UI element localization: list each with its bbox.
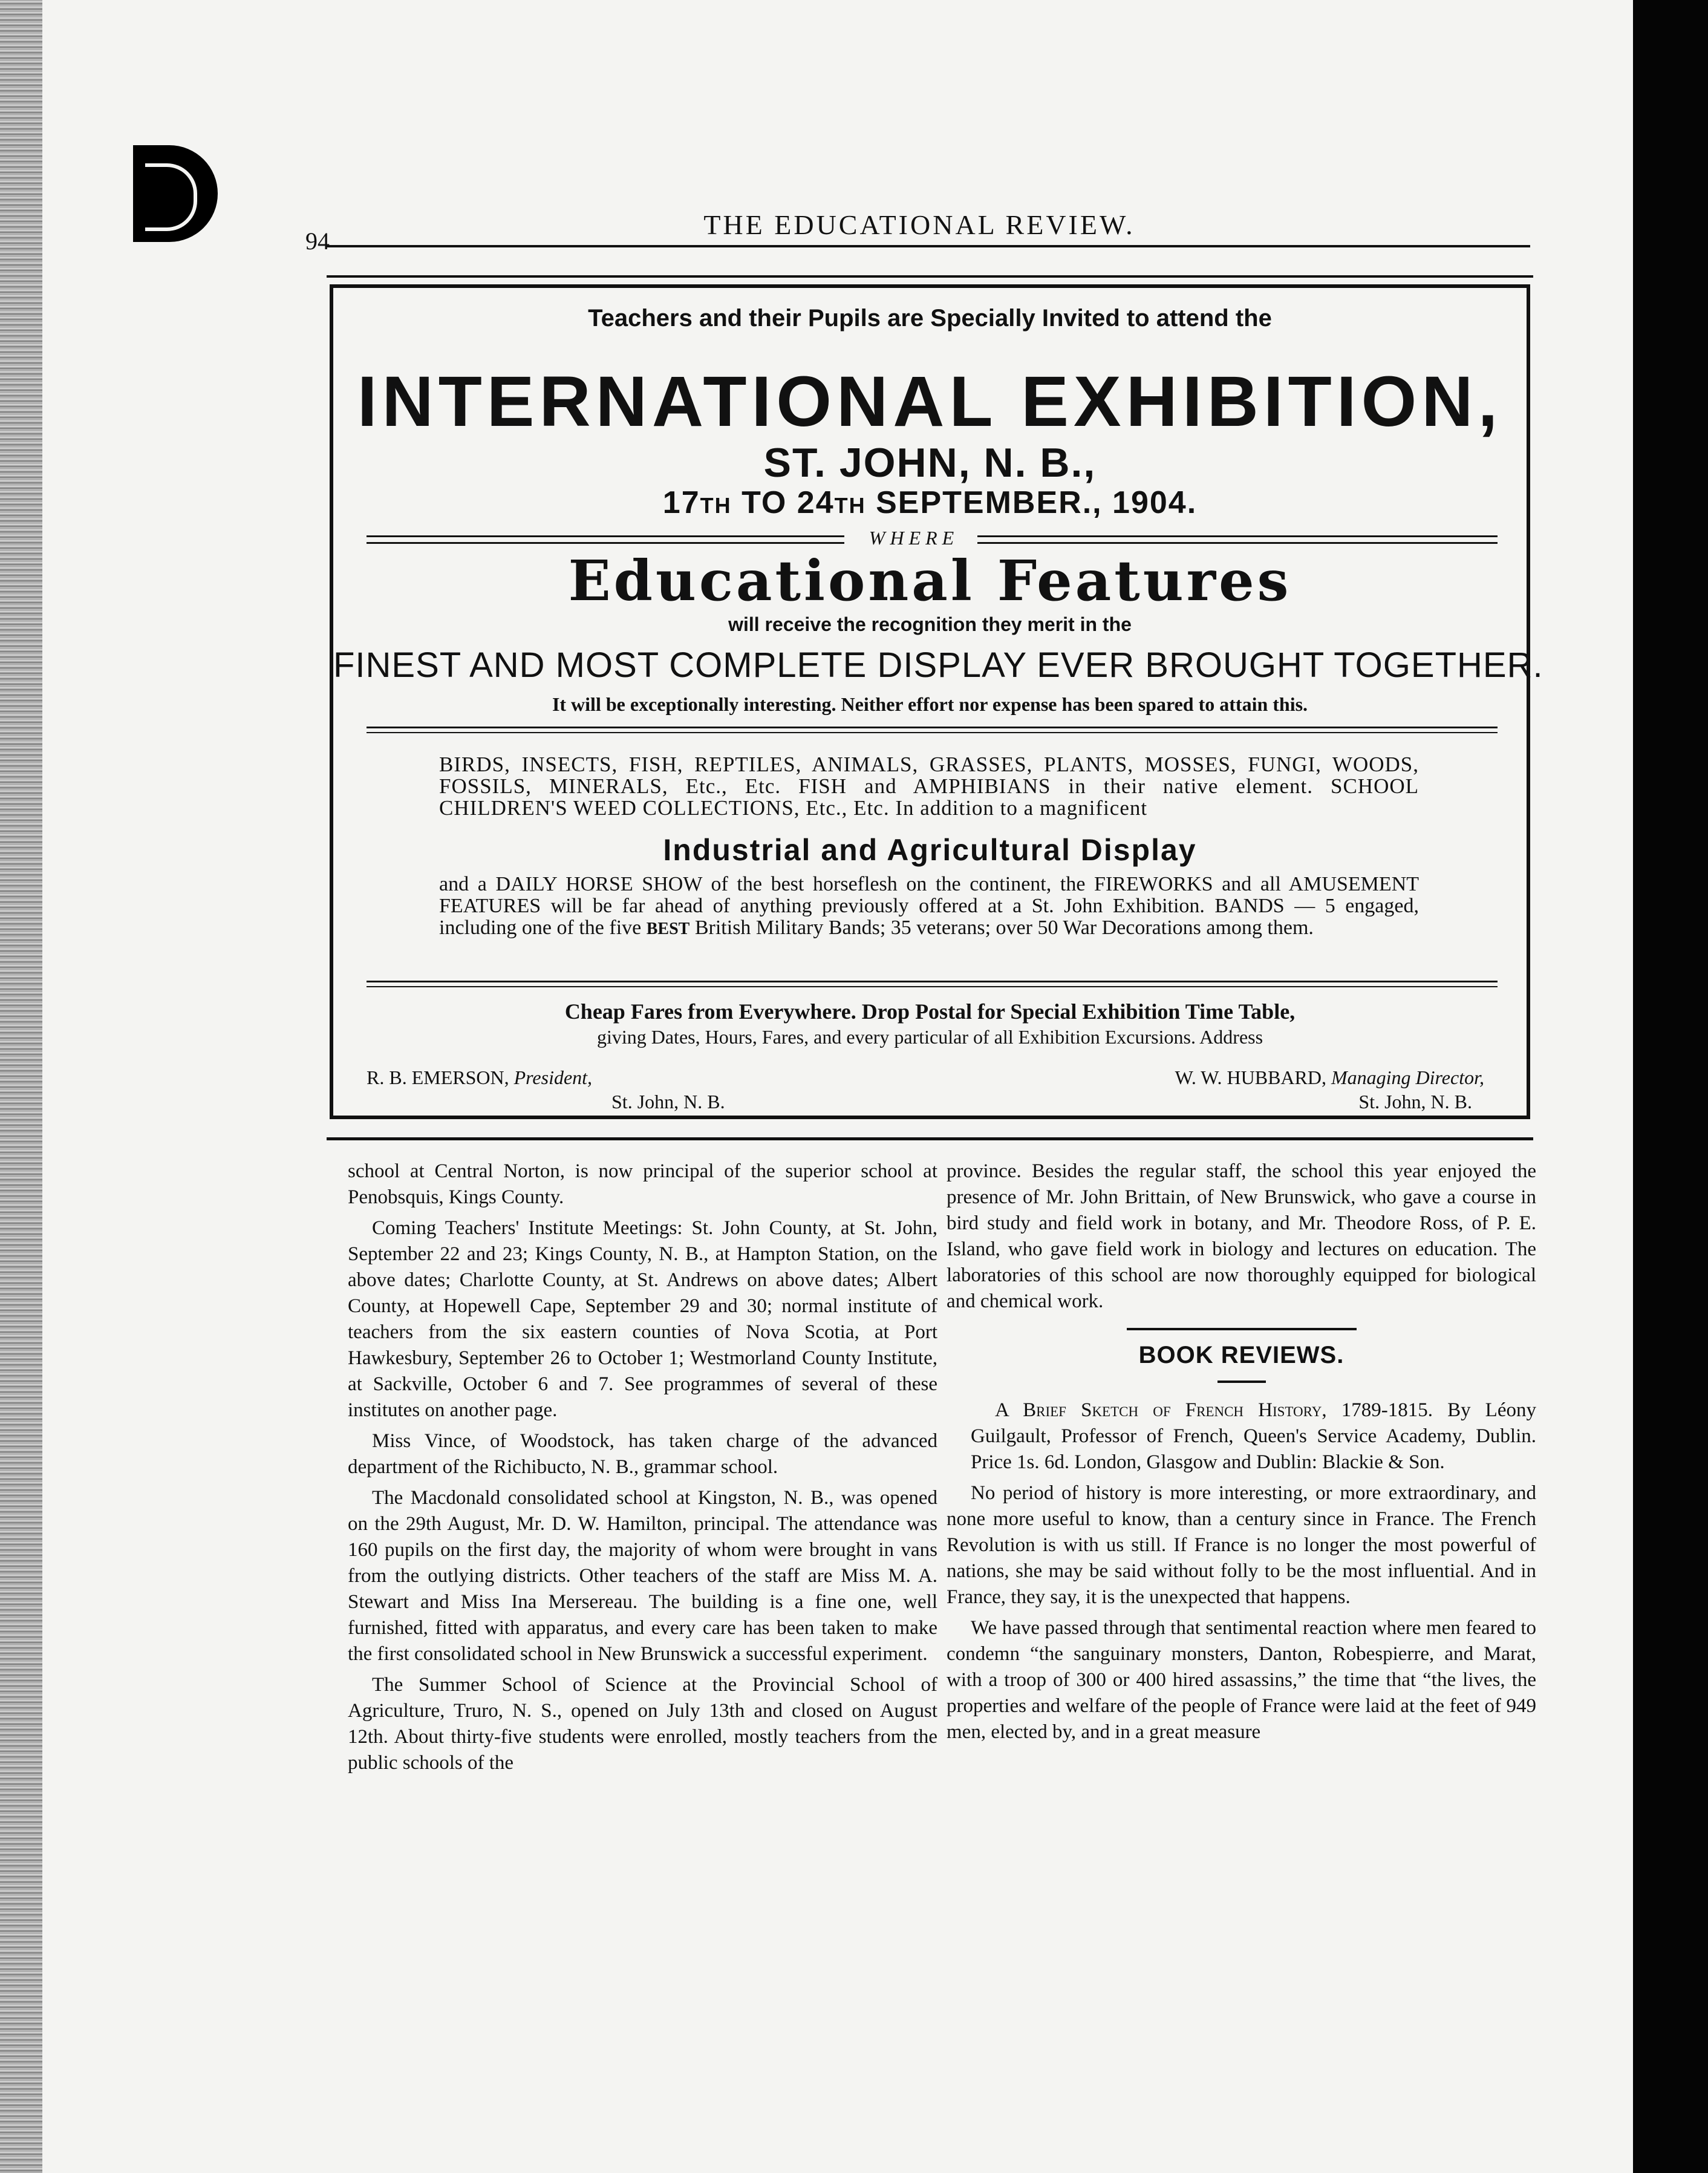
section-title: BOOK REVIEWS. xyxy=(1138,1342,1345,1368)
ad-giving-details: giving Dates, Hours, Fares, and every particular of all Exhibition Excursions. Address xyxy=(596,1026,1263,1048)
ad-features-heading: Educational Features xyxy=(568,548,1292,613)
page-number: 94 xyxy=(305,227,330,255)
body-top-rule xyxy=(327,1137,1533,1140)
binding-shadow xyxy=(1633,0,1708,2173)
where-label: WHERE xyxy=(869,527,959,549)
ad-event-title: INTERNATIONAL EXHIBITION, xyxy=(357,362,1503,442)
right-column xyxy=(947,1158,1536,1750)
ad-interesting: It will be exceptionally interesting. Neither effort nor expense has been spared to attain this. xyxy=(552,693,1308,715)
paragraph: province. Besides the regular staff, the school this year enjoyed the presence of Mr. John Brittain, of New Brunswick, who gave a course in bird study and field work in botany, and Mr. Theodore Ross, of P. E. Island, who gave field work in biology and lectures on education. The laboratories of this school are now thoroughly equipped for biological and chemical work. xyxy=(947,1160,1536,1312)
ad-location: ST. JOHN, N. B., xyxy=(763,440,1097,486)
paragraph: The Summer School of Science at the Provincial School of Agriculture, Truro, N. S., opened on July 13th and closed on August 12th. About thirty-five students were enrolled, mostly teachers from the public schools of the xyxy=(348,1674,937,1774)
advertisement-top-rule xyxy=(327,275,1533,278)
paragraph: We have passed through that sentimental reaction where men feared to condemn “the sanguinary monsters, Danton, Robespierre, and Marat, with a troop of 300 or 400 hired assassins,” the time that “the lives, the properties and welfare of the people of France were laid at the feet of 949 men, elected by, and in a great measure xyxy=(947,1617,1536,1743)
double-rule-left xyxy=(367,535,844,544)
paragraph: Coming Teachers' Institute Meetings: St. John County, at St. John, September 22 and 23; Kings County, N. B., at Hampton Station, on the above dates; Charlotte County, at St. Andrews on above dates; Albert County, at Hopewell Cape, September 29 and 30; normal institute of teachers from the six eastern counties of Nova Scotia, at Port Hawkesbury, September 26 to October 1; Westmorland County Institute, at Sackville, October 6 and 7. See programmes of several of these institutes on another page. xyxy=(348,1217,937,1421)
ad-cheap-fares: Cheap Fares from Everywhere. Drop Postal for Special Exhibition Time Table, xyxy=(564,999,1296,1024)
ad-divider-lower xyxy=(367,981,1498,987)
ad-signatory-director: W. W. HUBBARD, Managing Director, St. John, N. B. xyxy=(1175,1067,1484,1113)
book-reference: A Brief Sketch of French History, 1789-1815. By Léony Guilgault, Professor of French, Queen's Service Academy, Dublin. Price 1s. 6d. London, Glasgow and Dublin: Blackie & Son. xyxy=(971,1399,1536,1473)
paragraph: Miss Vince, of Woodstock, has taken charge of the advanced department of the Richibucto, N. B., grammar school. xyxy=(348,1430,937,1478)
ad-finest-display: FINEST AND MOST COMPLETE DISPLAY EVER BROUGHT TOGETHER. xyxy=(333,645,1543,685)
exhibition-advertisement xyxy=(330,284,1543,1119)
section-rule xyxy=(1127,1328,1357,1330)
ad-industrial-heading: Industrial and Agricultural Display xyxy=(663,833,1197,867)
paragraph: The Macdonald consolidated school at Kingston, N. B., was opened on the 29th August, Mr. D. W. Hamilton, principal. The attendance was 160 pupils on the first day, the majority of whom were brought in vans from the outlying districts. Other teachers of the staff are Miss M. A. Stewart and Miss Ina Mersereau. The building is a fine one, well furnished, fitted with apparatus, and every care has been taken to make the first consolidated school in New Brunswick a successful experiment. xyxy=(348,1487,937,1665)
where-divider xyxy=(367,527,1498,551)
section-underline xyxy=(1217,1381,1266,1383)
ad-recognition: will receive the recognition they merit in the xyxy=(728,613,1132,635)
ad-invitation: Teachers and their Pupils are Specially Invited to attend the xyxy=(588,305,1272,332)
header-rule xyxy=(327,245,1530,247)
ad-divider xyxy=(367,727,1498,733)
journal-title: THE EDUCATIONAL REVIEW. xyxy=(703,209,1135,240)
left-column xyxy=(348,1158,937,1781)
paragraph: school at Central Norton, is now principal of the superior school at Penobsquis, Kings County. xyxy=(348,1160,937,1208)
scanned-page xyxy=(42,0,1645,2173)
double-rule-right xyxy=(977,535,1498,544)
ad-dates: 17TH TO 24TH SEPTEMBER., 1904. xyxy=(662,485,1198,520)
paragraph: No period of history is more interesting, or more extraordinary, and none more useful to know, than a century since in France. The French Revolution is with us still. If France is no longer the most powerful of nations, she may be said without folly to be the most influential. And in France, they say, it is the unexpected that happens. xyxy=(947,1482,1536,1608)
ad-signatory-president: R. B. EMERSON, President, St. John, N. B. xyxy=(367,1067,725,1113)
ad-exhibits-list: BIRDS, INSECTS, FISH, REPTILES, ANIMALS, GRASSES, PLANTS, MOSSES, FUNGI, WOODS, FOSSILS, MINERALS, Etc., Etc. FISH and AMPHIBIANS in their native element. SCHOOL CHILDREN'S WEED COLLECTIONS, Etc., Etc. In addition to a magnificent xyxy=(439,753,1419,820)
ad-horse-show: and a DAILY HORSE SHOW of the best horseflesh on the continent, the FIREWORKS and all AMUSEMENT FEATURES will be far ahead of anything previously offered at a St. John Exhibition. BANDS — 5 engaged, including one of the five BEST British Military Bands; 35 veterans; over 50 War Decorations among them. xyxy=(439,873,1419,939)
page-edge-shadow xyxy=(0,0,42,2173)
